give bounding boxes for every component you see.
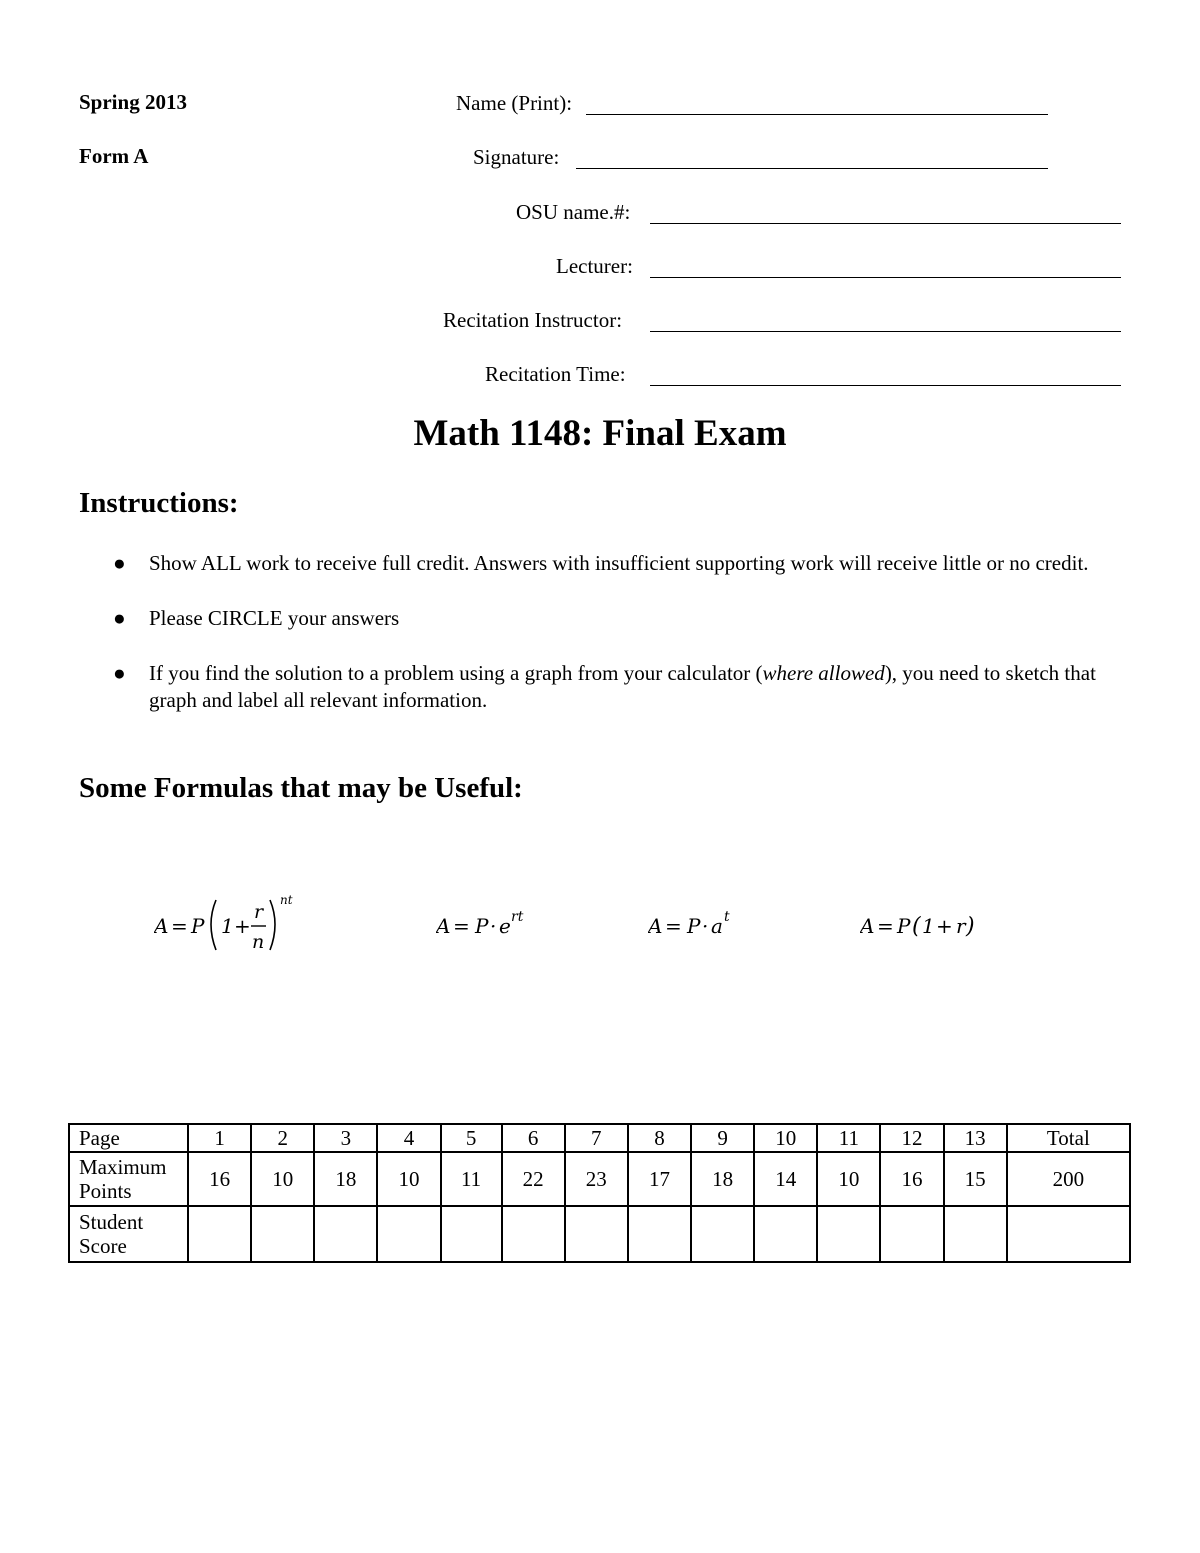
recitation-instructor-field-line[interactable]: [650, 331, 1121, 332]
formula-continuous: [436, 888, 546, 960]
page-cell: 13: [944, 1124, 1007, 1152]
max-points-cell: 14: [754, 1152, 817, 1206]
formulas-heading: Some Formulas that may be Useful:: [79, 772, 523, 804]
svg-text:1: 1: [221, 914, 234, 938]
row-header-max-points: [69, 1152, 188, 1206]
recitation-time-field-line[interactable]: [650, 385, 1121, 386]
instruction-text-a: If you find the solution to a problem using a graph from your calculator (: [149, 661, 763, 685]
svg-text:rt: rt: [511, 909, 524, 925]
svg-text:1: 1: [922, 914, 935, 938]
page-cell: 11: [817, 1124, 880, 1152]
formula-exponential: [648, 888, 748, 960]
formula-compound-interest: [154, 888, 304, 960]
page-cell: 8: [628, 1124, 691, 1152]
bullet-icon: ●: [113, 661, 126, 685]
student-score-cell[interactable]: [944, 1206, 1007, 1262]
svg-text:r: r: [956, 914, 966, 938]
table-row-max-points: [69, 1152, 1130, 1206]
page-cell: 2: [251, 1124, 314, 1152]
formula-simple-growth: [860, 888, 990, 960]
svg-text:=: =: [453, 914, 470, 938]
svg-text:A: A: [648, 914, 663, 938]
max-points-cell: 10: [817, 1152, 880, 1206]
svg-text:P: P: [475, 914, 489, 938]
page-cell: 9: [691, 1124, 754, 1152]
max-points-cell: 18: [314, 1152, 377, 1206]
recitation-instructor-field-label: Recitation Instructor:: [443, 308, 623, 332]
lecturer-field-line[interactable]: [650, 277, 1121, 278]
row-header-student-line2: Score: [79, 1234, 127, 1258]
recitation-instructor-field[interactable]: [443, 308, 1121, 332]
svg-text:r: r: [254, 901, 264, 923]
row-header-page: Page: [69, 1124, 188, 1152]
svg-text:A: A: [154, 914, 169, 938]
svg-text:n: n: [252, 931, 265, 953]
osu-name-field[interactable]: [516, 200, 1121, 224]
instructions-heading: Instructions:: [79, 487, 239, 519]
svg-text:P: P: [687, 914, 701, 938]
signature-field-line[interactable]: [576, 168, 1048, 169]
svg-text:·: ·: [490, 914, 497, 938]
table-row-page: [69, 1124, 1130, 1152]
svg-text:A: A: [436, 914, 451, 938]
max-points-cell: 16: [188, 1152, 251, 1206]
signature-field[interactable]: [473, 145, 1048, 169]
total-header-cell: Total: [1007, 1124, 1130, 1152]
svg-text:t: t: [724, 909, 730, 925]
max-points-cell: 10: [251, 1152, 314, 1206]
table-row-student-score: [69, 1206, 1130, 1262]
instruction-text: Show ALL work to receive full credit. Answers with insufficient supporting work will receive little or no credit.: [149, 551, 1089, 575]
max-points-cell: 10: [377, 1152, 440, 1206]
instruction-item: [79, 660, 1119, 714]
student-score-cell[interactable]: [565, 1206, 628, 1262]
page-cell: 10: [754, 1124, 817, 1152]
page-cell: 4: [377, 1124, 440, 1152]
form-label: Form A: [79, 144, 149, 168]
instruction-text-italic: where allowed: [762, 661, 885, 685]
svg-text:=: =: [877, 914, 894, 938]
score-table: [68, 1123, 1131, 1263]
student-score-cell[interactable]: [502, 1206, 565, 1262]
signature-field-label: Signature:: [473, 145, 560, 169]
svg-text:+: +: [936, 914, 953, 938]
max-points-cell: 11: [441, 1152, 502, 1206]
svg-text:(: (: [912, 914, 921, 939]
student-score-cell[interactable]: [251, 1206, 314, 1262]
recitation-time-field-label: Recitation Time:: [485, 362, 626, 386]
svg-text:P: P: [897, 914, 911, 938]
svg-text:): ): [966, 914, 975, 939]
svg-text:a: a: [711, 914, 723, 938]
row-header-student-score: [69, 1206, 188, 1262]
row-header-max-line2: Points: [79, 1179, 132, 1203]
lecturer-field-label: Lecturer:: [556, 254, 633, 278]
student-score-cell[interactable]: [880, 1206, 943, 1262]
term-label: Spring 2013: [79, 90, 187, 114]
row-header-student-line1: Student: [79, 1210, 144, 1234]
student-score-cell[interactable]: [754, 1206, 817, 1262]
bullet-icon: ●: [113, 551, 126, 575]
lecturer-field[interactable]: [556, 254, 1121, 278]
osu-name-field-line[interactable]: [650, 223, 1121, 224]
page-cell: 6: [502, 1124, 565, 1152]
instructions-list: [79, 550, 1119, 742]
student-score-cell[interactable]: [628, 1206, 691, 1262]
osu-name-field-label: OSU name.#:: [516, 200, 631, 224]
exam-title: Math 1148: Final Exam: [413, 413, 787, 454]
student-score-cell[interactable]: [441, 1206, 502, 1262]
max-total-cell: 200: [1007, 1152, 1130, 1206]
page-cell: 3: [314, 1124, 377, 1152]
student-score-cell[interactable]: [691, 1206, 754, 1262]
instruction-item: [79, 550, 1119, 577]
recitation-time-field[interactable]: [485, 362, 1121, 386]
name-field[interactable]: [456, 91, 1048, 115]
page-cell: 5: [441, 1124, 502, 1152]
page-cell: 12: [880, 1124, 943, 1152]
name-field-label: Name (Print):: [456, 91, 573, 115]
row-header-max-line1: Maximum: [79, 1155, 167, 1179]
svg-text:=: =: [171, 914, 188, 938]
max-points-cell: 16: [880, 1152, 943, 1206]
student-score-cell[interactable]: [377, 1206, 440, 1262]
svg-text:·: ·: [702, 914, 709, 938]
svg-text:=: =: [665, 914, 682, 938]
max-points-cell: 22: [502, 1152, 565, 1206]
student-score-cell[interactable]: [314, 1206, 377, 1262]
bullet-icon: ●: [113, 606, 126, 630]
max-points-cell: 18: [691, 1152, 754, 1206]
instruction-item: [79, 605, 1119, 632]
student-score-cell[interactable]: [817, 1206, 880, 1262]
svg-text:+: +: [234, 914, 251, 938]
name-field-line[interactable]: [586, 114, 1048, 115]
svg-text:e: e: [499, 914, 511, 938]
svg-text:P: P: [191, 914, 205, 938]
instruction-text-b: ), you need to sketch that graph and label all relevant information.: [149, 661, 1096, 712]
max-points-cell: 23: [565, 1152, 628, 1206]
student-score-cell[interactable]: [188, 1206, 251, 1262]
page-cell: 1: [188, 1124, 251, 1152]
svg-text:nt: nt: [280, 893, 293, 907]
instruction-text: Please CIRCLE your answers: [149, 606, 400, 630]
max-points-cell: 17: [628, 1152, 691, 1206]
max-points-cell: 15: [944, 1152, 1007, 1206]
student-total-cell[interactable]: [1007, 1206, 1130, 1262]
svg-text:A: A: [860, 914, 875, 938]
page-cell: 7: [565, 1124, 628, 1152]
